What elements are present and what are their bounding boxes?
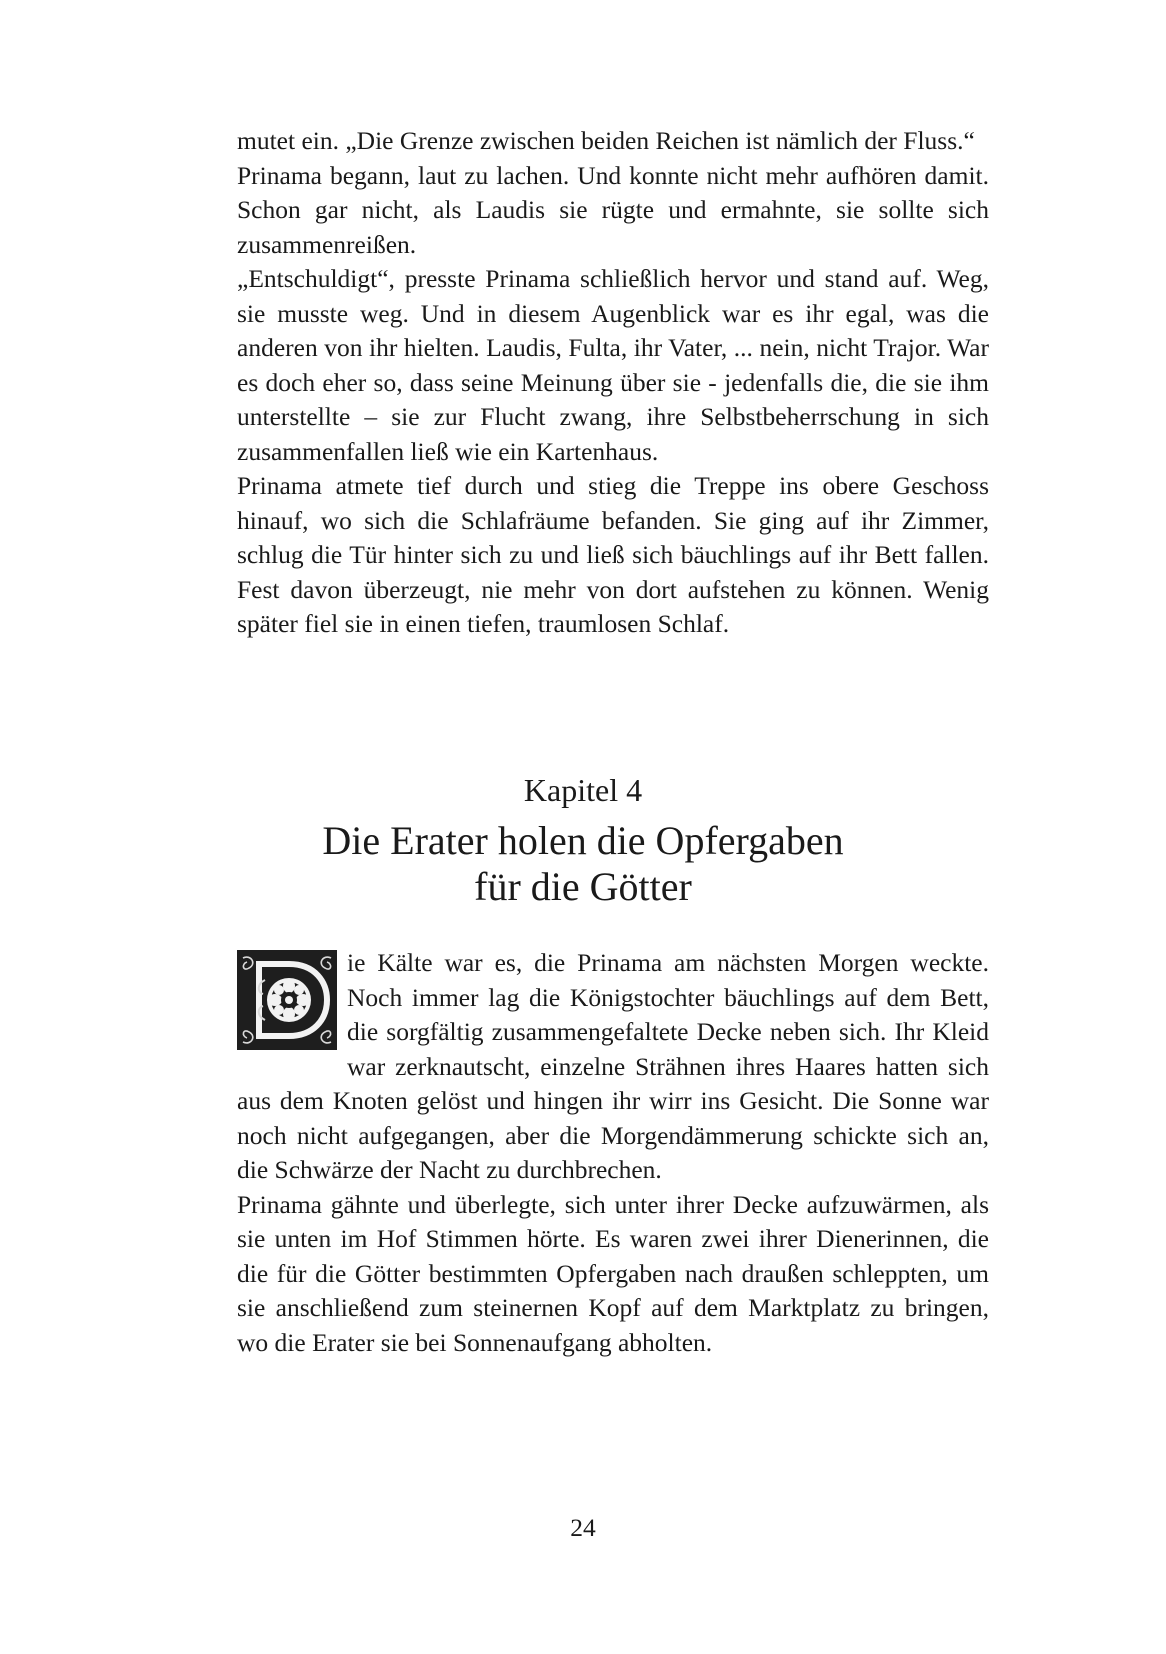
ornamental-initial-d	[237, 950, 337, 1050]
chapter-title	[0, 818, 1166, 910]
paragraph: Prinama begann, laut zu lachen. Und konnte nicht mehr aufhören damit. Schon gar nicht, als Laudis sie rügte und ermahnte, sie sollte sich zusammenreißen.	[237, 160, 989, 259]
rose-ornament-icon	[237, 950, 337, 1050]
text-block-bottom	[237, 946, 989, 1360]
paragraph: Prinama atmete tief durch und stieg die Treppe ins obere Geschoss hinauf, wo sich die Schlafräume befanden. Sie ging auf ihr Zimmer, schlug die Tür hinter sich zu und ließ sich bäuchlings auf ihr Bett fallen. Fest davon überzeugt, nie mehr von dort aufstehen zu können. Wenig später fiel sie in einen tiefen, traumlosen Schlaf.	[237, 471, 989, 638]
chapter-title-line: für die Götter	[474, 864, 692, 909]
chapter-title-line: Die Erater holen die Opfergaben	[322, 818, 844, 863]
paragraph: mutet ein. „Die Grenze zwischen beiden Reichen ist nämlich der Fluss.“	[237, 126, 975, 155]
paragraph: Prinama gähnte und überlegte, sich unter ihrer Decke aufzuwärmen, als sie unten im Hof Stimmen hörte. Es waren zwei ihrer Dienerinnen, die die für die Götter bestimmten Opfergaben nach draußen schleppten, um sie anschließend zum steinernen Kopf auf dem Marktplatz zu bringen, wo die Erater sie bei Sonnenaufgang abholten.	[237, 1189, 989, 1357]
paragraph: „Entschuldigt“, presste Prinama schließlich hervor und stand auf. Weg, sie musste weg. Und in diesem Augenblick war es ihr egal, was die anderen von ihr hielten. Laudis, Fulta, ihr Vater, ... nein, nicht Trajor. War es doch eher so, dass seine Meinung über sie - jedenfalls die, die sie ihm unterstellte – sie zur Flucht zwang, ihre Selbstbeherrschung in sich zusammenfallen ließ wie ein Kartenhaus.	[237, 264, 989, 466]
text-block-top	[237, 124, 989, 642]
page-number: 24	[570, 1513, 596, 1542]
chapter-number: Kapitel 4	[523, 772, 643, 808]
paragraph: ie Kälte war es, die Prinama am nächsten Morgen weckte. Noch immer lag die Königstochter bäuchlings auf dem Bett, die sorgfältig zusammengefaltete Decke neben sich. Ihr Kleid war zerknautscht, einzelne Strähnen ihres Haares hatten sich aus dem Knoten gelöst und hingen ihr wirr ins Gesicht. Die Sonne war noch nicht aufgegangen, aber die Morgendämmerung schickte sich an, die Schwärze der Nacht zu durchbrechen.	[237, 948, 989, 1184]
